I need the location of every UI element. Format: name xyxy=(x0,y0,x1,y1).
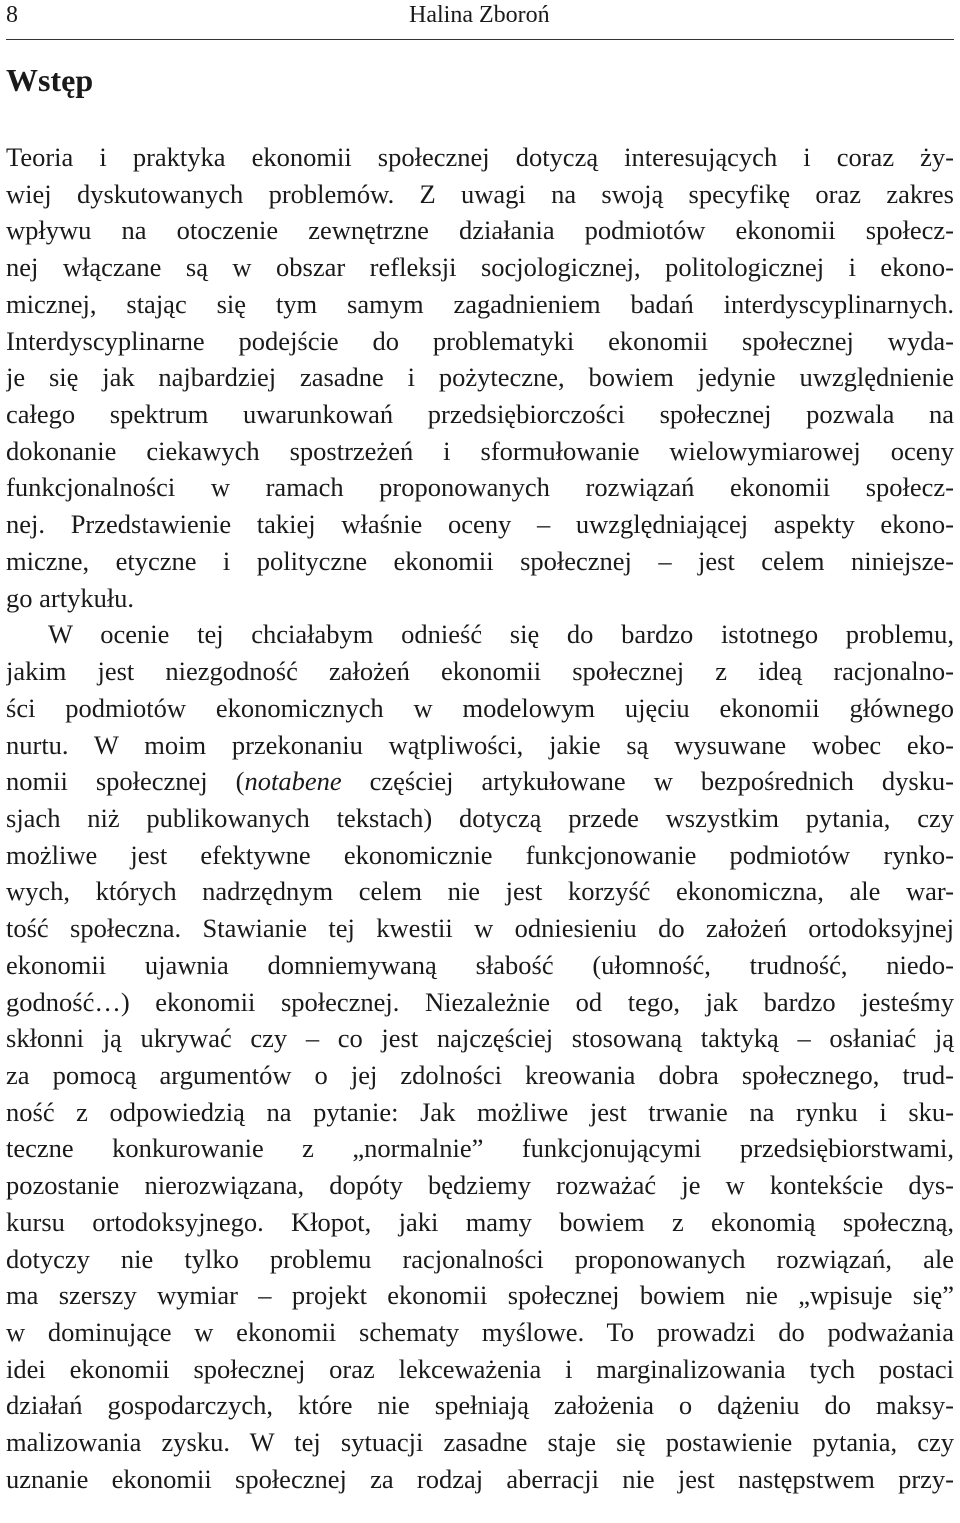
text-line: wiej dyskutowanych problemów. Z uwagi na swoją specyfikę oraz zakres xyxy=(6,178,954,209)
text-line: teczne konkurowanie z „normalnie” funkcjonującymi przedsiębiorstwami, xyxy=(6,1133,954,1164)
text-line: ność z odpowiedzią na pytanie: Jak możliwe jest trwanie na rynku i sku- xyxy=(6,1096,954,1127)
text-line: wych, których nadrzędnym celem nie jest korzyść ekonomiczna, ale war- xyxy=(6,876,954,907)
text-line: Teoria i praktyka ekonomii społecznej dotyczą interesujących i coraz ży- xyxy=(6,142,954,172)
text-line xyxy=(6,763,954,800)
text-line: pozostanie nierozwiązana, dopóty będziemy rozważać je w kontekście dys- xyxy=(6,1170,954,1201)
text-line: uznanie ekonomii społecznej za rodzaj aberracji nie jest następstwem przy- xyxy=(6,1463,954,1494)
text-line: całego spektrum uwarunkowań przedsiębiorczości społecznej pozwala na xyxy=(6,399,954,430)
text-line: funkcjonalności w ramach proponowanych rozwiązań ekonomii społecz- xyxy=(6,472,954,503)
text-line: sjach niż publikowanych tekstach) dotyczą przede wszystkim pytania, czy xyxy=(6,802,954,833)
text-line: ści podmiotów ekonomicznych w modelowym ujęciu ekonomii głównego xyxy=(6,692,954,723)
text-line: tość społeczna. Stawianie tej kwestii w odniesieniu do założeń ortodoksyjnej xyxy=(6,913,954,944)
text-line: wpływu na otoczenie zewnętrzne działania podmiotów ekonomii społecz- xyxy=(6,215,954,246)
text-line: miczne, etyczne i polityczne ekonomii społecznej – jest celem niniejsze- xyxy=(6,545,954,576)
header-rule xyxy=(6,39,954,40)
text-line: skłonni ją ukrywać czy – co jest najczęściej stosowaną taktyką – osłaniać ją xyxy=(6,1023,954,1054)
text-line: godność…) ekonomii społecznej. Niezależnie od tego, jak bardzo jesteśmy xyxy=(6,986,954,1017)
text-line: za pomocą argumentów o jej zdolności kreowania dobra społecznego, trud- xyxy=(6,1059,954,1090)
text-line: w dominujące w ekonomii schematy myślowe. To prowadzi do podważania xyxy=(6,1317,954,1347)
text-line: kursu ortodoksyjnego. Kłopot, jaki mamy bowiem z ekonomią społeczną, xyxy=(6,1206,954,1237)
text-line: możliwe jest efektywne ekonomicznie funkcjonowanie podmiotów rynko- xyxy=(6,839,954,870)
text-line: malizowania zysku. W tej sytuacji zasadne staje się postawienie pytania, czy xyxy=(6,1427,954,1458)
running-head-author: Halina Zboroń xyxy=(409,2,550,28)
running-head xyxy=(6,2,954,32)
text-line: nej włączane są w obszar refleksji socjologicznej, politologicznej i ekono- xyxy=(6,252,954,283)
text-line: nej. Przedstawienie takiej właśnie oceny – uwzględniającej aspekty ekono- xyxy=(6,509,954,540)
text-line: jakim jest niezgodność założeń ekonomii społecznej z ideą racjonalno- xyxy=(6,656,954,687)
page-number: 8 xyxy=(6,2,18,28)
body-text xyxy=(6,139,954,1498)
text-line: ekonomii ujawnia domniemywaną słabość (ułomność, trudność, niedo- xyxy=(6,949,954,980)
text-line: działań gospodarczych, które nie spełniają założenia o dążeniu do maksy- xyxy=(6,1390,954,1421)
text-line: idei ekonomii społecznej oraz lekceważenia i marginalizowania tych postaci xyxy=(6,1353,954,1384)
text-line: dotyczy nie tylko problemu racjonalności proponowanych rozwiązań, ale xyxy=(6,1243,954,1274)
text-line: micznej, stając się tym samym zagadnieniem badań interdyscyplinarnych. xyxy=(6,288,954,319)
text-segment: częściej artykułowane w bezpośrednich dysku- xyxy=(341,766,954,797)
text-line: Interdyscyplinarne podejście do problematyki ekonomii społecznej wyda- xyxy=(6,325,954,356)
text-line: W ocenie tej chciałabym odnieść się do bardzo istotnego problemu, xyxy=(48,619,954,650)
text-line: je się jak najbardziej zasadne i pożyteczne, bowiem jedynie uwzględnienie xyxy=(6,362,954,393)
section-title: Wstęp xyxy=(6,62,94,98)
italic-term: notabene xyxy=(244,766,342,797)
text-line: dokonanie ciekawych spostrzeżeń i sformułowanie wielowymiarowej oceny xyxy=(6,435,954,466)
text-line: nurtu. W moim przekonaniu wątpliwości, jakie są wysuwane wobec eko- xyxy=(6,729,954,760)
text-line: ma szerszy wymiar – projekt ekonomii społecznej bowiem nie „wpisuje się” xyxy=(6,1280,954,1311)
text-line: go artykułu. xyxy=(6,582,135,613)
text-segment: nomii społecznej ( xyxy=(6,766,245,797)
